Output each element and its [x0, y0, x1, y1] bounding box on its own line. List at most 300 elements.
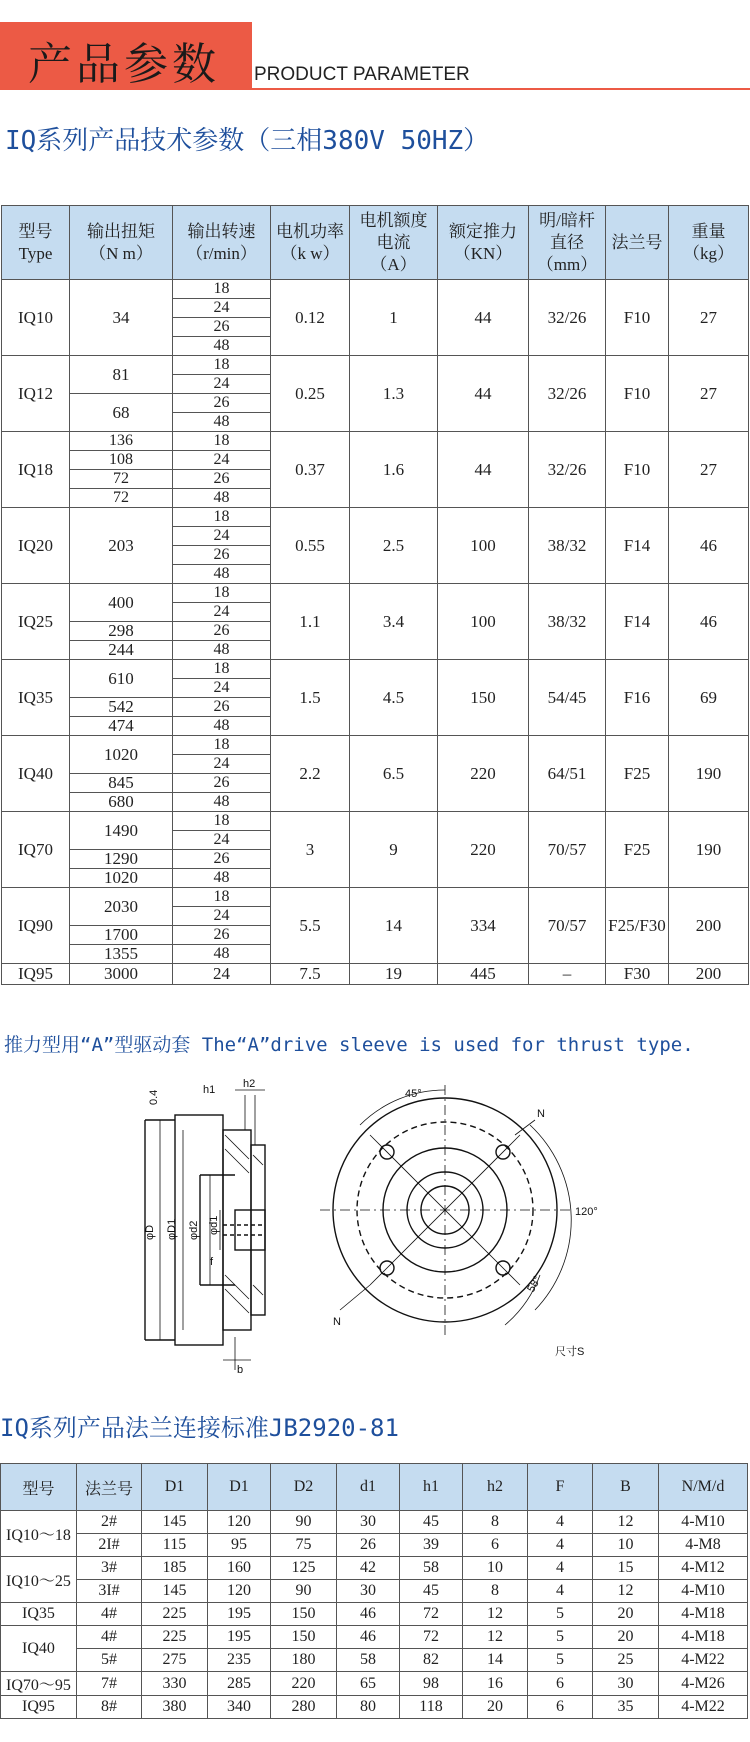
spec-thrust-cell: 44	[438, 356, 529, 432]
flange-value-cell: 120	[208, 1580, 271, 1603]
spec-current-cell: 9	[350, 812, 438, 888]
flange-value-cell: 25	[593, 1649, 659, 1672]
torque-value: 68	[70, 393, 172, 431]
flange-value-cell: 46	[337, 1603, 400, 1626]
spec-type-cell: IQ10	[2, 280, 70, 356]
flange-value-cell: 20	[593, 1626, 659, 1649]
torque-value: 1020	[70, 868, 172, 887]
spec-row	[2, 432, 749, 508]
spec-thrust-cell: 334	[438, 888, 529, 964]
spec-type-cell: IQ35	[2, 660, 70, 736]
spec-current-cell: 3.4	[350, 584, 438, 660]
spec-stem-cell: 70/57	[529, 812, 606, 888]
flange-header-cell: h2	[463, 1464, 528, 1511]
spec-stem-cell: 54/45	[529, 660, 606, 736]
spec-torque-cell: 3000	[70, 964, 173, 985]
flange-value-cell: 45	[400, 1511, 463, 1534]
flange-value-cell: 5	[528, 1603, 593, 1626]
speed-value: 26	[173, 925, 270, 944]
label-phi-d1-small: φd1	[208, 1215, 220, 1235]
spec-speed-cell	[173, 356, 271, 432]
speed-value: 24	[173, 526, 270, 545]
speed-value: 24	[173, 754, 270, 773]
flange-model-cell: IQ40	[1, 1626, 77, 1672]
speed-value: 26	[173, 773, 270, 792]
flange-value-cell: 2#	[77, 1511, 142, 1534]
flange-value-cell: 4#	[77, 1603, 142, 1626]
spec-row	[2, 888, 749, 964]
spec-torque-cell	[70, 660, 173, 736]
flange-value-cell: 4-M18	[659, 1603, 748, 1626]
spec-torque-cell	[70, 888, 173, 964]
spec-thrust-cell: 150	[438, 660, 529, 736]
spec-section-title: IQ系列产品技术参数（三相380V 50HZ）	[5, 126, 490, 156]
spec-thrust-cell: 44	[438, 432, 529, 508]
flange-value-cell: 8	[463, 1580, 528, 1603]
flange-value-cell: 15	[593, 1557, 659, 1580]
spec-speed-cell	[173, 584, 271, 660]
speed-value: 18	[213, 888, 230, 905]
flange-model-cell: IQ95	[1, 1696, 77, 1719]
speed-value: 26	[173, 469, 270, 488]
flange-model-cell: IQ10～25	[1, 1557, 77, 1603]
torque-value: 400	[108, 592, 134, 612]
flange-value-cell: 5	[528, 1626, 593, 1649]
speed-list	[173, 356, 270, 431]
torque-value: 72	[70, 488, 172, 507]
flange-value-cell: 8	[463, 1511, 528, 1534]
spec-type-cell: IQ90	[2, 888, 70, 964]
torque-value: 1700	[70, 925, 172, 944]
spec-torque-cell: 203	[70, 508, 173, 584]
flange-model-cell: IQ10～18	[1, 1511, 77, 1557]
flange-value-cell: 4#	[77, 1626, 142, 1649]
speed-list	[173, 812, 270, 887]
flange-row	[1, 1580, 748, 1603]
spec-stem-cell: 32/26	[529, 432, 606, 508]
flange-value-cell: 6	[463, 1534, 528, 1557]
flange-value-cell: 340	[208, 1696, 271, 1719]
flange-value-cell: 6	[528, 1672, 593, 1696]
speed-value: 48	[173, 944, 270, 963]
spec-power-cell: 7.5	[271, 964, 350, 985]
flange-value-cell: 145	[142, 1580, 208, 1603]
label-size-s: 尺寸S	[555, 1346, 585, 1358]
spec-flange-cell: F25	[606, 812, 669, 888]
flange-value-cell: 4-M18	[659, 1626, 748, 1649]
flange-header-cell: D1	[208, 1464, 271, 1511]
spec-stem-cell: 38/32	[529, 508, 606, 584]
spec-current-cell: 14	[350, 888, 438, 964]
flange-value-cell: 6	[528, 1696, 593, 1719]
torque-value: 1290	[70, 849, 172, 868]
label-h1: h1	[203, 1084, 216, 1096]
torque-value: 680	[70, 792, 172, 811]
flange-value-cell: 90	[271, 1580, 337, 1603]
speed-value: 48	[173, 336, 270, 355]
flange-value-cell: 12	[593, 1580, 659, 1603]
spec-thrust-cell: 100	[438, 508, 529, 584]
torque-list	[70, 660, 172, 735]
torque-list	[70, 432, 172, 507]
flange-value-cell: 195	[208, 1603, 271, 1626]
torque-value: 2030	[104, 896, 138, 916]
spec-torque-cell	[70, 736, 173, 812]
torque-list	[70, 812, 172, 887]
flange-value-cell: 14	[463, 1649, 528, 1672]
spec-thrust-cell: 220	[438, 736, 529, 812]
spec-thrust-cell: 445	[438, 964, 529, 985]
spec-torque-cell	[70, 432, 173, 508]
flange-value-cell: 2I#	[77, 1534, 142, 1557]
speed-value: 48	[173, 412, 270, 431]
spec-type-cell: IQ20	[2, 508, 70, 584]
spec-thrust-cell: 44	[438, 280, 529, 356]
flange-value-cell: 145	[142, 1511, 208, 1534]
flange-header-cell: B	[593, 1464, 659, 1511]
torque-value: 1020	[104, 744, 138, 764]
label-phi-d1: φD1	[166, 1218, 178, 1240]
spec-power-cell: 0.55	[271, 508, 350, 584]
flange-value-cell: 10	[463, 1557, 528, 1580]
speed-value: 18	[213, 736, 230, 753]
flange-value-cell: 90	[271, 1511, 337, 1534]
flange-row	[1, 1649, 748, 1672]
spec-weight-cell: 190	[669, 812, 749, 888]
torque-value: 845	[70, 773, 172, 792]
flange-value-cell: 58	[400, 1557, 463, 1580]
spec-speed-cell	[173, 812, 271, 888]
spec-header-cell: 输出扭矩 （N m）	[70, 206, 173, 280]
spec-torque-cell	[70, 584, 173, 660]
speed-value: 24	[173, 298, 270, 317]
spec-flange-cell: F14	[606, 508, 669, 584]
spec-header-cell: 输出转速 （r/min）	[173, 206, 271, 280]
flange-value-cell: 4-M26	[659, 1672, 748, 1696]
flange-row	[1, 1511, 748, 1534]
spec-power-cell: 5.5	[271, 888, 350, 964]
spec-flange-cell: F10	[606, 356, 669, 432]
flange-value-cell: 4-M10	[659, 1511, 748, 1534]
spec-weight-cell: 190	[669, 736, 749, 812]
speed-value: 24	[173, 602, 270, 621]
flange-value-cell: 4-M10	[659, 1580, 748, 1603]
flange-value-cell: 4-M8	[659, 1534, 748, 1557]
spec-header-cell: 电机功率 （k w）	[271, 206, 350, 280]
speed-list	[173, 280, 270, 355]
speed-list	[173, 584, 270, 659]
flange-value-cell: 10	[593, 1534, 659, 1557]
flange-value-cell: 72	[400, 1626, 463, 1649]
label-phi-d2: φd2	[188, 1220, 200, 1240]
spec-type-cell: IQ12	[2, 356, 70, 432]
speed-value: 24	[173, 906, 270, 925]
torque-value: 474	[70, 716, 172, 735]
spec-header-cell: 重量 （kg）	[669, 206, 749, 280]
spec-speed-cell	[173, 508, 271, 584]
torque-value: 72	[70, 469, 172, 488]
spec-current-cell: 19	[350, 964, 438, 985]
spec-current-cell: 1.3	[350, 356, 438, 432]
flange-value-cell: 285	[208, 1672, 271, 1696]
flange-value-cell: 46	[337, 1626, 400, 1649]
flange-header-cell: 型号	[1, 1464, 77, 1511]
speed-value: 48	[173, 716, 270, 735]
flange-value-cell: 20	[463, 1696, 528, 1719]
speed-value: 26	[173, 697, 270, 716]
spec-weight-cell: 46	[669, 584, 749, 660]
flange-value-cell: 4	[528, 1557, 593, 1580]
spec-flange-cell: F30	[606, 964, 669, 985]
torque-value: 1490	[104, 820, 138, 840]
flange-table	[0, 1463, 748, 1719]
spec-power-cell: 3	[271, 812, 350, 888]
flange-row	[1, 1557, 748, 1580]
spec-flange-cell: F25/F30	[606, 888, 669, 964]
page-title: 产品参数	[28, 39, 220, 90]
spec-header-cell: 电机额度 电流 （A）	[350, 206, 438, 280]
spec-thrust-cell: 100	[438, 584, 529, 660]
speed-list	[173, 736, 270, 811]
spec-current-cell: 4.5	[350, 660, 438, 736]
spec-flange-cell: F25	[606, 736, 669, 812]
spec-type-cell: IQ18	[2, 432, 70, 508]
flange-value-cell: 180	[271, 1649, 337, 1672]
torque-value: 136	[109, 432, 133, 449]
flange-row	[1, 1603, 748, 1626]
label-angle-120: 120°	[575, 1206, 598, 1218]
flange-value-cell: 4	[528, 1511, 593, 1534]
torque-value: 298	[70, 621, 172, 640]
spec-power-cell: 1.5	[271, 660, 350, 736]
flange-value-cell: 220	[271, 1672, 337, 1696]
flange-value-cell: 225	[142, 1626, 208, 1649]
spec-torque-cell: 34	[70, 280, 173, 356]
spec-row	[2, 660, 749, 736]
flange-value-cell: 30	[337, 1511, 400, 1534]
flange-value-cell: 80	[337, 1696, 400, 1719]
speed-value: 26	[173, 545, 270, 564]
speed-value: 26	[173, 621, 270, 640]
flange-row	[1, 1696, 748, 1719]
spec-weight-cell: 46	[669, 508, 749, 584]
spec-stem-cell: 70/57	[529, 888, 606, 964]
speed-value: 48	[173, 564, 270, 583]
flange-value-cell: 12	[463, 1603, 528, 1626]
spec-stem-cell: 38/32	[529, 584, 606, 660]
flange-value-cell: 7#	[77, 1672, 142, 1696]
page-subtitle: PRODUCT PARAMETER	[254, 64, 470, 85]
label-f: f	[210, 1256, 214, 1268]
torque-value: 610	[108, 668, 134, 688]
label-n-bottom: N	[333, 1316, 341, 1328]
spec-weight-cell: 200	[669, 888, 749, 964]
spec-row	[2, 736, 749, 812]
flange-header-cell: F	[528, 1464, 593, 1511]
flange-value-cell: 4-M12	[659, 1557, 748, 1580]
flange-value-cell: 4-M22	[659, 1696, 748, 1719]
flange-value-cell: 195	[208, 1626, 271, 1649]
flange-value-cell: 30	[337, 1580, 400, 1603]
flange-value-cell: 30	[593, 1672, 659, 1696]
spec-type-cell: IQ40	[2, 736, 70, 812]
spec-weight-cell: 27	[669, 356, 749, 432]
flange-value-cell: 225	[142, 1603, 208, 1626]
header-divider	[252, 88, 750, 90]
spec-header-cell: 额定推力 （KN）	[438, 206, 529, 280]
spec-speed-cell	[173, 736, 271, 812]
flange-value-cell: 4	[528, 1580, 593, 1603]
flange-value-cell: 8#	[77, 1696, 142, 1719]
flange-value-cell: 42	[337, 1557, 400, 1580]
flange-section-title: IQ系列产品法兰连接标准JB2920-81	[0, 1414, 399, 1442]
speed-list	[173, 432, 270, 507]
spec-flange-cell: F10	[606, 432, 669, 508]
spec-current-cell: 2.5	[350, 508, 438, 584]
speed-value: 18	[213, 660, 230, 677]
spec-stem-cell: –	[529, 964, 606, 985]
flange-value-cell: 5#	[77, 1649, 142, 1672]
spec-flange-cell: F16	[606, 660, 669, 736]
drive-sleeve-drawing	[135, 1075, 625, 1385]
flange-header-cell: d1	[337, 1464, 400, 1511]
speed-value: 18	[213, 432, 230, 449]
label-top-dim: 0.4	[148, 1089, 160, 1105]
flange-header-cell: h1	[400, 1464, 463, 1511]
torque-value: 81	[112, 365, 130, 384]
spec-header-cell: 型号 Type	[2, 206, 70, 280]
flange-value-cell: 65	[337, 1672, 400, 1696]
flange-value-cell: 75	[271, 1534, 337, 1557]
torque-value: 244	[70, 640, 172, 659]
spec-stem-cell: 64/51	[529, 736, 606, 812]
torque-list	[70, 888, 172, 963]
spec-flange-cell: F14	[606, 584, 669, 660]
flange-value-cell: 115	[142, 1534, 208, 1557]
spec-stem-cell: 32/26	[529, 356, 606, 432]
flange-value-cell: 16	[463, 1672, 528, 1696]
flange-value-cell: 3#	[77, 1557, 142, 1580]
speed-value: 48	[173, 488, 270, 507]
label-angle-45: 45°	[405, 1088, 422, 1100]
flange-value-cell: 150	[271, 1626, 337, 1649]
spec-row	[2, 356, 749, 432]
speed-value: 18	[213, 584, 230, 601]
spec-power-cell: 0.37	[271, 432, 350, 508]
speed-list	[173, 888, 270, 963]
spec-weight-cell: 200	[669, 964, 749, 985]
spec-power-cell: 1.1	[271, 584, 350, 660]
flange-header-cell: N/M/d	[659, 1464, 748, 1511]
spec-current-cell: 6.5	[350, 736, 438, 812]
flange-value-cell: 120	[208, 1511, 271, 1534]
speed-value: 18	[213, 812, 230, 829]
flange-value-cell: 118	[400, 1696, 463, 1719]
label-h2: h2	[243, 1078, 256, 1090]
spec-speed-cell: 24	[173, 964, 271, 985]
spec-header-cell: 法兰号	[606, 206, 669, 280]
label-b: b	[237, 1364, 244, 1376]
speed-value: 24	[173, 678, 270, 697]
spec-row	[2, 280, 749, 356]
torque-value: 1355	[70, 944, 172, 963]
spec-weight-cell: 27	[669, 280, 749, 356]
flange-header-cell: D2	[271, 1464, 337, 1511]
torque-list	[70, 356, 172, 431]
torque-value: 542	[70, 697, 172, 716]
spec-type-cell: IQ70	[2, 812, 70, 888]
flange-row	[1, 1672, 748, 1696]
spec-flange-cell: F10	[606, 280, 669, 356]
speed-value: 26	[173, 393, 270, 412]
spec-power-cell: 0.25	[271, 356, 350, 432]
flange-value-cell: 150	[271, 1603, 337, 1626]
spec-row	[2, 584, 749, 660]
spec-speed-cell	[173, 660, 271, 736]
spec-power-cell: 0.12	[271, 280, 350, 356]
spec-weight-cell: 69	[669, 660, 749, 736]
speed-value: 26	[173, 849, 270, 868]
spec-speed-cell	[173, 888, 271, 964]
speed-value: 18	[213, 280, 230, 297]
flange-value-cell: 12	[593, 1511, 659, 1534]
flange-value-cell: 380	[142, 1696, 208, 1719]
speed-value: 26	[173, 317, 270, 336]
flange-value-cell: 58	[337, 1649, 400, 1672]
flange-value-cell: 82	[400, 1649, 463, 1672]
label-phi-d: φD	[144, 1224, 156, 1240]
speed-list	[173, 508, 270, 583]
flange-row	[1, 1626, 748, 1649]
flange-value-cell: 125	[271, 1557, 337, 1580]
flange-value-cell: 4	[528, 1534, 593, 1557]
flange-value-cell: 20	[593, 1603, 659, 1626]
speed-list	[173, 660, 270, 735]
spec-table	[1, 205, 749, 985]
torque-value: 108	[70, 450, 172, 469]
speed-value: 24	[173, 830, 270, 849]
speed-value: 48	[173, 868, 270, 887]
flange-row	[1, 1534, 748, 1557]
flange-value-cell: 12	[463, 1626, 528, 1649]
spec-speed-cell	[173, 432, 271, 508]
flange-value-cell: 5	[528, 1649, 593, 1672]
flange-model-cell: IQ70～95	[1, 1672, 77, 1696]
flange-value-cell: 26	[337, 1534, 400, 1557]
flange-value-cell: 330	[142, 1672, 208, 1696]
spec-weight-cell: 27	[669, 432, 749, 508]
speed-value: 48	[173, 792, 270, 811]
spec-current-cell: 1	[350, 280, 438, 356]
flange-header-cell: 法兰号	[77, 1464, 142, 1511]
spec-row	[2, 812, 749, 888]
label-angle-58: 58°	[525, 1274, 544, 1295]
spec-speed-cell	[173, 280, 271, 356]
torque-list	[70, 736, 172, 811]
spec-type-cell: IQ25	[2, 584, 70, 660]
flange-model-cell: IQ35	[1, 1603, 77, 1626]
flange-value-cell: 275	[142, 1649, 208, 1672]
spec-power-cell: 2.2	[271, 736, 350, 812]
spec-current-cell: 1.6	[350, 432, 438, 508]
label-n-top: N	[537, 1108, 545, 1120]
spec-thrust-cell: 220	[438, 812, 529, 888]
drive-sleeve-title: 推力型用“A”型驱动套 The“A”drive sleeve is used for thrust type.	[4, 1034, 694, 1056]
flange-value-cell: 95	[208, 1534, 271, 1557]
spec-row	[2, 508, 749, 584]
flange-value-cell: 98	[400, 1672, 463, 1696]
flange-header-cell: D1	[142, 1464, 208, 1511]
